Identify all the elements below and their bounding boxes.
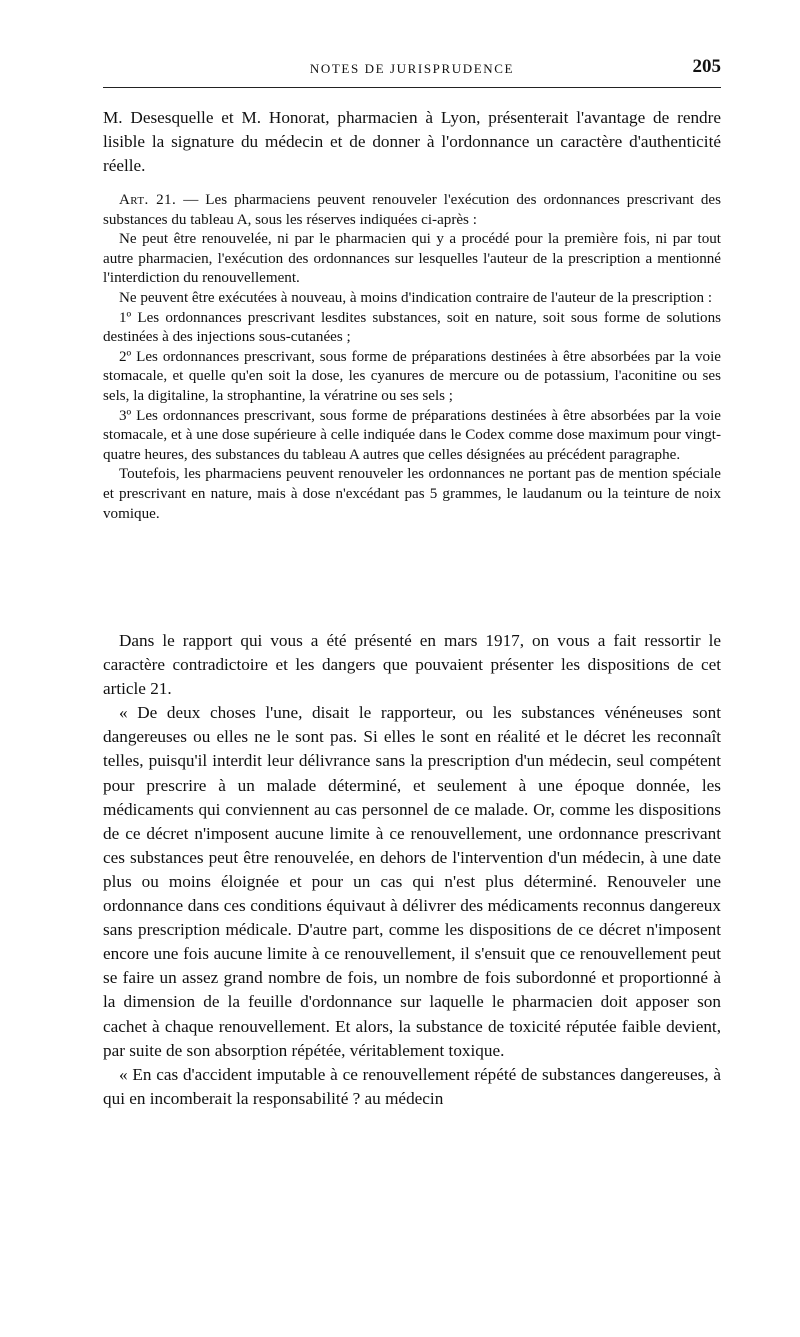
body-text xyxy=(103,629,721,1111)
header-rule xyxy=(103,87,721,88)
article-paragraph: Ne peuvent être exécutées à nouveau, à moins d'indication contraire de l'auteur de la prescription : xyxy=(119,289,713,306)
intro-section xyxy=(103,106,721,178)
article-paragraph: 1º Les ordonnances prescrivant lesdites substances, soit en nature, soit sous forme de solutions destinées à des injections sous-cutanées ; xyxy=(103,309,721,346)
page-number: 205 xyxy=(692,56,721,77)
article-paragraph xyxy=(103,191,721,230)
page-header xyxy=(103,56,721,84)
body-paragraph: « De deux choses l'une, disait le rapporteur, ou les substances vénéneuses sont dangereuses ou elles ne le sont pas. Si elles le sont en réalité et le décret les reconnaît telles, puisqu'il interdit leur délivrance sans la prescription d'un médecin, seul compétent pour prescrire à un malade déterminé, et seulement à une époque donnée, les médicaments qui conviennent au cas personnel de ce malade. Or, comme les dispositions de ce décret n'imposent aucune limite à ce renouvellement, une ordonnance prescrivant ces substances peut être renouvelée, en dehors de l'intervention d'un médecin, à une date plus ou moins éloignée et pour un cas qui n'est plus déterminé. Renouveler une ordonnance dans ces conditions équivaut à délivrer des médicaments reconnus dangereux sans prescription médicale. D'autre part, comme les dispositions de ce décret n'imposent encore une fois aucune limite à ce renouvellement, il s'ensuit que ce renouvellement peut se faire un assez grand nombre de fois, un nombre de fois subordonné et proportionné à la dimension de la feuille d'ordonnance sur laquelle le pharmacien doit apposer son cachet à chaque renouvellement. Et alors, la substance de toxicité réputée faible devient, par suite de son absorption répétée, véritablement toxique. xyxy=(103,703,721,1060)
article-paragraph: 2º Les ordonnances prescrivant, sous forme de préparations destinées à être absorbées par la voie stomacale, et quelle qu'en soit la dose, les cyanures de mercure ou de potassium, l'aconitine ou ses sels, la digitaline, la strophantine, la vératrine ou ses sels ; xyxy=(103,348,721,404)
body-paragraph: Dans le rapport qui vous a été présenté en mars 1917, on vous a fait ressortir le caractère contradictoire et les dangers que pouvaient présenter les dispositions de cet article 21. xyxy=(103,631,721,699)
running-title: NOTES DE JURISPRUDENCE xyxy=(309,61,515,76)
article-paragraph: Ne peut être renouvelée, ni par le pharmacien qui y a procédé pour la première fois, ni par tout autre pharmacien, l'exécution des ordonnances sur lesquelles l'auteur de la prescription a mentionné l'interdiction du renouvellement. xyxy=(103,231,721,287)
article-paragraph: 3º Les ordonnances prescrivant, sous forme de préparations destinées à être absorbées par la voie stomacale, et à une dose supérieure à celle indiquée dans le Codex comme dose maximum pour vingt-quatre heures, des substances du tableau A autres que celles désignées au précédent paragraphe. xyxy=(103,407,721,463)
article-label: Art. 21. xyxy=(119,192,177,208)
article-paragraph-text: — Les pharmaciens peuvent renouveler l'exécution des ordonnances prescrivant des substances du tableau A, sous les réserves indiquées ci-après : xyxy=(103,192,721,228)
body-paragraph: « En cas d'accident imputable à ce renouvellement répété de substances dangereuses, à qui en incomberait la responsabilité ? au médecin xyxy=(103,1064,721,1108)
article-21-quote xyxy=(103,191,721,524)
article-paragraph: Toutefois, les pharmaciens peuvent renouveler les ordonnances ne portant pas de mention spéciale et prescrivant en nature, mais à dose n'excédant pas 5 grammes, le laudanum ou la teinture de noix vomique. xyxy=(103,466,721,522)
intro-paragraph: M. Desesquelle et M. Honorat, pharmacien à Lyon, présenterait l'avantage de rendre lisible la signature du médecin et de donner à l'ordonnance un caractère d'authenticité réelle. xyxy=(103,108,721,175)
